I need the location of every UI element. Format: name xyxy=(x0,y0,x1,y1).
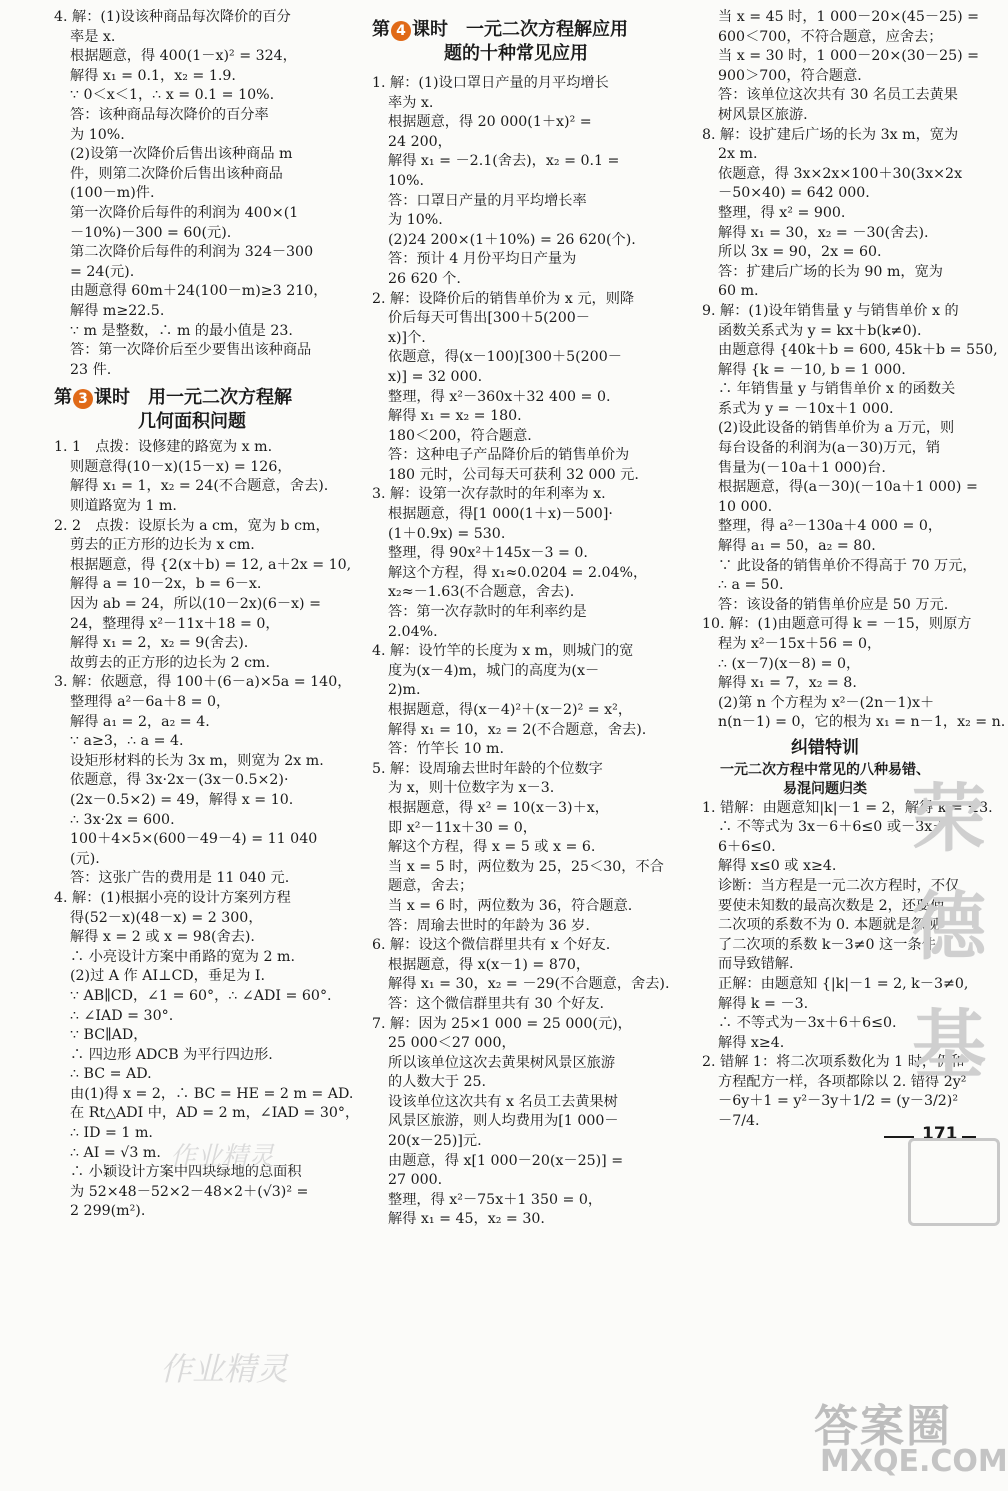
answer-line: －50×40) = 642 000. xyxy=(718,185,870,202)
lesson-prefix: 第 xyxy=(372,19,390,40)
section-subtitle-1: 一元二次方程中常见的八种易错、 xyxy=(720,761,930,778)
watermark-small-2: 作业精灵 xyxy=(160,1350,289,1388)
answer-line: ∴ 小颖设计方案中四块绿地的总面积 xyxy=(70,1164,302,1181)
column-left xyxy=(54,8,360,1222)
answer-line: 答：该单位这次共有 30 名员工去黄果 xyxy=(718,87,958,104)
answer-line: 解这个方程，得 x = 5 或 x = 6. xyxy=(388,839,596,856)
answer-line: 系式为 y = －10x＋1 000. xyxy=(718,400,894,417)
answer-line: 所以该单位这次去黄果树风景区旅游 xyxy=(388,1054,616,1071)
answer-line: 1. 错解：由题意知|k|－1 = 2，解得 k = ±3. xyxy=(702,799,993,816)
answer-line: 7. 解：因为 25×1 000 = 25 000(元)， xyxy=(372,1015,632,1032)
answer-line: 23 件. xyxy=(70,361,112,378)
answer-line: 由(1)得 x = 2，∴ BC = HE = 2 m = AD. xyxy=(70,1085,354,1102)
answer-line: 解得 m≥22.5. xyxy=(70,302,165,319)
answer-line: ∴ 四边形 ADCB 为平行四边形. xyxy=(70,1046,273,1063)
answer-line: 答：这种电子产品降价后的销售单价为 xyxy=(388,447,630,464)
answer-line: ∴ 年销售量 y 与销售单价 x 的函数关 xyxy=(718,381,956,398)
answer-line: 函数关系式为 y = kx＋b(k≠0). xyxy=(718,322,922,339)
lesson-heading-4 xyxy=(372,18,660,66)
answer-line: －10%)－300 = 60(元). xyxy=(70,224,232,241)
watermark-small-1: 作业精灵 xyxy=(170,1142,275,1172)
answer-line: 依题意，得(x－100)[300＋5(200－ xyxy=(388,349,622,366)
answer-line: 4. 解：设竹竿的长度为 x m，则城门的宽 xyxy=(372,643,634,660)
answer-line: 2)m. xyxy=(388,682,421,699)
answer-line: 即 x²－11x＋30 = 0， xyxy=(388,819,537,836)
answer-line: ∵ 此设备的销售单价不得高于 70 万元， xyxy=(718,557,977,574)
lesson-number-badge: 3 xyxy=(73,389,93,409)
answer-line: (2)24 200×(1＋10%) = 26 620(个). xyxy=(388,231,636,248)
answer-line: －6y＋1 = y²－3y＋1/2 = (y－3/2)² xyxy=(718,1093,959,1110)
answer-line: ∴ (x－7)(x－8) = 0， xyxy=(718,655,861,672)
answer-line: 正解：由题意知 {|k|－1 = 2, k－3≠0, xyxy=(718,975,969,992)
answer-line: 解这个方程，得 x₁≈0.0204 = 2.04%， xyxy=(388,564,648,581)
answer-line: ∴ BC = AD. xyxy=(70,1066,152,1083)
answer-line: 而导致错解. xyxy=(718,956,794,973)
answer-line: 第二次降价后每件的利润为 324－300 xyxy=(70,244,314,261)
answer-line: 售量为(－10a＋1 000)台. xyxy=(718,459,886,476)
answer-line: (元). xyxy=(70,850,100,867)
answer-line: 2.04%. xyxy=(388,623,438,640)
answer-line: 900＞700，符合题意. xyxy=(718,67,862,84)
answer-line: 为 10%. xyxy=(70,126,125,143)
answer-line: 得(52－x)(48－x) = 2 300， xyxy=(70,909,263,926)
answer-line: 解得 {k = －10, b = 1 000. xyxy=(718,361,906,378)
answer-line: 根据题意，得[1 000(1＋x)－500]· xyxy=(388,506,613,523)
watermark-char-3: 基 xyxy=(912,1002,986,1088)
answer-line: x₂≈－1.63(不合题意，舍去). xyxy=(388,584,575,601)
answer-line: 答：口罩日产量的月平均增长率 xyxy=(388,192,587,209)
answer-line: 6＋6≤0. xyxy=(718,838,776,855)
answer-line: 解得 a₁ = 50，a₂ = 80. xyxy=(718,538,876,555)
answer-line: 树风景区旅游. xyxy=(718,106,808,123)
answer-line: ∴ 不等式为－3x＋6＋6≤0. xyxy=(718,1015,897,1032)
watermark-site-logo: 答案圈 xyxy=(814,1401,952,1452)
answer-line: 答：竹竿长 10 m. xyxy=(388,741,504,758)
answer-line: 当 x = 30 时，1 000－20×(30－25) = xyxy=(718,48,980,65)
answer-line: 26 620 个. xyxy=(388,270,461,287)
answer-line: 则题意得(10－x)(15－x) = 126， xyxy=(70,458,292,475)
answer-line: 根据题意，得 400(1－x)² = 324， xyxy=(70,48,297,65)
answer-line: 答：第一次存款时的年利率约是 xyxy=(388,604,587,621)
answer-line: ∴ ∠IAD = 30°. xyxy=(70,1007,174,1024)
answer-line: 600＜700，不符合题意，应舍去； xyxy=(718,28,943,45)
answer-line: ∴ ID = 1 m. xyxy=(70,1125,153,1142)
answer-line: 1. 1 点拨：设修建的路宽为 x m. xyxy=(54,439,273,456)
answer-line: 方程配方一样，各项都除以 2. 错得 2y² xyxy=(718,1073,967,1090)
answer-line: 整理，得 x²－75x＋1 350 = 0， xyxy=(388,1191,603,1208)
page-number-rule-left xyxy=(884,1136,914,1138)
answer-line: 率为 x. xyxy=(388,94,434,111)
answer-line: 24，整理得 x²－11x＋18 = 0， xyxy=(70,615,280,632)
answer-line: 根据题意，得 20 000(1＋x)² = xyxy=(388,114,592,131)
answer-line: 解得 x₁ = 7，x₂ = 8. xyxy=(718,675,857,692)
answer-line: (2)过 A 作 AI⊥CD，垂足为 I. xyxy=(70,968,266,985)
answer-block-4 xyxy=(702,8,1006,733)
answer-line: 题意，舍去； xyxy=(388,878,474,895)
answer-line: 180＜200，符合题意. xyxy=(388,427,532,444)
answer-line: 解得 x₁ = 45，x₂ = 30. xyxy=(388,1211,545,1228)
answer-line: 风景区旅游，则人均费用为[1 000－ xyxy=(388,1113,619,1130)
section-title: 纠错特训 xyxy=(791,737,859,758)
answer-line: 度为(x－4)m，城门的高度为(x－ xyxy=(388,662,600,679)
answer-line: 设矩形材料的长为 3x m，则宽为 2x m. xyxy=(70,752,324,769)
watermark-site-url: MXQE.COM xyxy=(820,1444,1008,1479)
answer-line: ∵ BC∥AD， xyxy=(70,1027,148,1044)
answer-line: 每台设备的利润为(a－30)万元，销 xyxy=(718,440,941,457)
answer-line: 解得 x₁ = x₂ = 180. xyxy=(388,408,522,425)
answer-line: 为 52×48－52×2－48×2＋(√3)² = xyxy=(70,1183,309,1200)
answer-block-1 xyxy=(54,8,330,380)
answer-line: 10. 解：(1)由题意可得 k = －15，则原方 xyxy=(702,616,972,633)
answer-line: 3. 解：依题意，得 100＋(6－a)×5a = 140， xyxy=(54,674,352,691)
answer-line: 解得 x₁ = 10，x₂ = 2(不合题意，舍去). xyxy=(388,721,647,738)
answer-line: 9. 解：(1)设年销售量 y 与销售单价 x 的 xyxy=(702,302,959,319)
answer-line: 为 x，则十位数字为 x－3. xyxy=(388,780,555,797)
column-middle xyxy=(372,18,670,1230)
lesson-number-badge: 4 xyxy=(391,21,411,41)
answer-line: 1. 解：(1)设口罩日产量的月平均增长 xyxy=(372,75,609,91)
answer-line: (2)设第一次降价后售出该种商品 m xyxy=(70,146,293,163)
answer-line: 解得 k = －3. xyxy=(718,995,809,1012)
answer-line: 解得 x₁ = －2.1(舍去)，x₂ = 0.1 = xyxy=(388,153,620,170)
answer-line: 在 Rt△ADI 中，AD = 2 m，∠IAD = 30°， xyxy=(70,1105,360,1122)
answer-line: 27 000. xyxy=(388,1172,443,1189)
watermark-stamp xyxy=(908,1138,1000,1226)
answer-line: 因为 ab = 24，所以(10－2x)(6－x) = xyxy=(70,596,321,613)
answer-line: 的人数大于 25. xyxy=(388,1074,487,1091)
answer-line: 故剪去的正方形的边长为 2 cm. xyxy=(70,654,271,671)
answer-line: (100－m)件. xyxy=(70,185,155,202)
section-subtitle-2: 易混问题归类 xyxy=(783,780,867,797)
answer-line: 整理，得 90x²＋145x－3 = 0. xyxy=(388,545,588,562)
answer-line: 2. 解：设降价后的销售单价为 x 元，则降 xyxy=(372,290,635,307)
answer-line: 100＋4×5×(600－49－4) = 11 040 xyxy=(70,831,318,848)
answer-line: 解得 x₁ = 30，x₂ = －29(不合题意，舍去). xyxy=(388,976,670,993)
answer-line: 二次项的系数不为 0. 本题就是忽视 xyxy=(718,917,940,934)
answer-line: ∴ 3x·2x = 600. xyxy=(70,811,175,828)
answer-line: 当 x = 6 时，两位数为 36，符合题意. xyxy=(388,897,633,914)
answer-line: 25 000＜27 000， xyxy=(388,1035,516,1052)
answer-line: x)] = 32 000. xyxy=(388,368,483,385)
answer-line: 整理，得 a²－130a＋4 000 = 0， xyxy=(718,518,943,535)
answer-line: 根据题意，得 x² = 10(x－3)＋x， xyxy=(388,799,609,816)
answer-block-2 xyxy=(54,438,360,1222)
answer-line: 答：第一次降价后至少要售出该种商品 xyxy=(70,342,312,359)
answer-line: 解得 x₁ = 30，x₂ = －30(舍去). xyxy=(718,224,929,241)
answer-line: 根据题意，得(a－30)(－10a＋1 000) = xyxy=(718,479,978,496)
answer-line: ∵ AB∥CD，∠1 = 60°，∴ ∠ADI = 60°. xyxy=(70,987,332,1004)
answer-line: 根据题意，得 x(x－1) = 870， xyxy=(388,956,591,973)
answer-line: ∵ a≥3，∴ a = 4. xyxy=(70,733,184,750)
answer-line: 10%. xyxy=(388,172,425,189)
lesson-subtitle: 题的十种常见应用 xyxy=(444,43,588,64)
answer-line: ∴ 不等式为 3x－6＋6≤0 或－3x＋ xyxy=(718,819,947,836)
answer-line: 由题意得 {40k＋b = 600, 45k＋b = 550, xyxy=(718,342,998,359)
answer-line: x)]个. xyxy=(388,329,426,346)
answer-line: 8. 解：设扩建后广场的长为 3x m，宽为 xyxy=(702,126,959,143)
answer-line: 答：预计 4 月份平均日产量为 xyxy=(388,251,577,268)
lesson-title: 课时 一元二次方程解应用 xyxy=(412,19,628,40)
answer-line: = 24(元). xyxy=(70,263,135,280)
answer-line: 24 200， xyxy=(388,133,452,150)
answer-line: 60 m. xyxy=(718,283,759,300)
answer-line: 2. 错解 1：将二次项系数化为 1 时，仍和 xyxy=(702,1054,965,1071)
answer-line: ∴ 小亮设计方案中甬路的宽为 2 m. xyxy=(70,948,295,965)
answer-line: 根据题意，得(x－4)²＋(x－2)² = x²， xyxy=(388,702,633,718)
watermark-char-1: 荣 xyxy=(912,776,986,862)
answer-line: 件，则第二次降价后售出该种商品 xyxy=(70,165,283,182)
answer-line: 价后每天可售出[300＋5(200－ xyxy=(388,310,590,327)
answer-line: 整理，得 x² = 900. xyxy=(718,204,846,221)
answer-line: 整理得 a²－6a＋8 = 0， xyxy=(70,694,231,710)
answer-line: 要使未知数的最高次数是 2，还要使 xyxy=(718,897,945,914)
answer-line: 则道路宽为 1 m. xyxy=(70,498,177,515)
answer-line: ∵ 0＜x＜1，∴ x = 0.1 = 10%. xyxy=(70,87,275,104)
answer-line: 为 10%. xyxy=(388,212,443,229)
answer-line: 20(x－25)]元. xyxy=(388,1133,482,1150)
answer-line: 剪去的正方形的边长为 x cm. xyxy=(70,537,255,554)
watermark-char-2: 德 xyxy=(912,884,986,970)
answer-line: n(n－1) = 0，它的根为 x₁ = n－1，x₂ = n. xyxy=(718,714,1006,731)
answer-line: 了二次项的系数 k－3≠0 这一条件， xyxy=(718,936,950,953)
answer-line: 解得 x≤0 或 x≥4. xyxy=(718,858,837,875)
lesson-prefix: 第 xyxy=(54,387,72,409)
answer-line: (2)第 n 个方程为 x²－(2n－1)x＋ xyxy=(718,694,935,711)
lesson-title: 课时 用一元二次方程解 xyxy=(94,387,292,409)
answer-line: 180 元时，公司每天可获利 32 000 元. xyxy=(388,466,639,483)
answer-line: －7/4. xyxy=(718,1113,760,1130)
answer-line: 解得 a₁ = 2，a₂ = 4. xyxy=(70,713,210,730)
answer-line: 解得 x = 2 或 x = 98(舍去). xyxy=(70,929,255,946)
answer-line: 10 000. xyxy=(718,498,773,515)
answer-line: 设该单位这次共有 x 名员工去黄果树 xyxy=(388,1093,618,1110)
answer-line: 答：扩建后广场的长为 90 m，宽为 xyxy=(718,263,943,280)
page-number: 171 xyxy=(922,1124,958,1144)
answer-line: 2 299(m²). xyxy=(70,1203,146,1220)
lesson-heading-3 xyxy=(54,386,330,434)
answer-line: 4. 解：(1)设该种商品每次降价的百分 xyxy=(54,9,291,25)
answer-line: 程为 x²－15x＋56 = 0， xyxy=(718,636,882,652)
answer-line: 当 x = 45 时，1 000－20×(45－25) = xyxy=(718,9,980,25)
answer-line: 解得 a = 10－2x，b = 6－x. xyxy=(70,576,262,593)
answer-line: 答：周瑜去世时的年龄为 36 岁. xyxy=(388,917,590,934)
answer-line: 6. 解：设这个微信群里共有 x 个好友. xyxy=(372,937,611,954)
answer-line: 3. 解：设第一次存款时的年利率为 x. xyxy=(372,486,606,503)
answer-line: 解得 x₁ = 2，x₂ = 9(舍去). xyxy=(70,635,249,652)
answer-line: 解得 x₁ = 1，x₂ = 24(不合题意，舍去). xyxy=(70,478,329,495)
answer-line: 解得 x₁ = 0.1，x₂ = 1.9. xyxy=(70,67,236,84)
answer-line: (1＋0.9x) = 530. xyxy=(388,525,506,542)
answer-line: 由题意得 60m＋24(100－m)≥3 210， xyxy=(70,283,328,300)
answer-line: ∴ AI = √3 m. xyxy=(70,1144,161,1161)
answer-line: 依题意，得 3x·2x－(3x－0.5×2)· xyxy=(70,772,289,789)
answer-line: 当 x = 5 时，两位数为 25，25＜30，不合 xyxy=(388,858,664,875)
answer-line: 整理，得 x²－360x＋32 400 = 0. xyxy=(388,388,611,405)
answer-line: 答：这个微信群里共有 30 个好友. xyxy=(388,995,605,1012)
answer-line: 第一次降价后每件的利润为 400×(1 xyxy=(70,204,299,221)
answer-line: (2)设此设备的销售单价为 a 万元，则 xyxy=(718,420,955,437)
answer-line: 5. 解：设周瑜去世时年龄的个位数字 xyxy=(372,760,603,777)
answer-line: 所以 3x = 90，2x = 60. xyxy=(718,244,882,261)
answer-line: 答：该种商品每次降价的百分率 xyxy=(70,106,269,123)
answer-line: 率是 x. xyxy=(70,28,116,45)
answer-line: ∴ a = 50. xyxy=(718,577,784,594)
answer-line: 4. 解：(1)根据小亮的设计方案列方程 xyxy=(54,889,291,906)
answer-line: 解得 x≥4. xyxy=(718,1034,785,1051)
answer-line: 根据题意，得 {2(x＋b) = 12, a＋2x = 10, xyxy=(70,556,352,573)
answer-line: 诊断：当方程是一元二次方程时，不仅 xyxy=(718,877,960,894)
answer-line: 依题意，得 3x×2x×100＋30(3x×2x xyxy=(718,165,963,182)
lesson-subtitle: 几何面积问题 xyxy=(138,411,246,433)
answer-line: ∵ m 是整数，∴ m 的最小值是 23. xyxy=(70,322,293,339)
answer-line: (2x－0.5×2) = 49，解得 x = 10. xyxy=(70,791,294,808)
answer-line: 由题意，得 x[1 000－20(x－25)] = xyxy=(388,1152,624,1169)
answer-line: 答：该设备的销售单价应是 50 万元. xyxy=(718,596,949,613)
answer-block-3 xyxy=(372,74,670,1230)
answer-line: 2. 2 点拨：设原长为 a cm，宽为 b cm， xyxy=(54,517,330,534)
answer-line: 答：这张广告的费用是 11 040 元. xyxy=(70,870,290,887)
answer-line: 2x m. xyxy=(718,146,758,163)
